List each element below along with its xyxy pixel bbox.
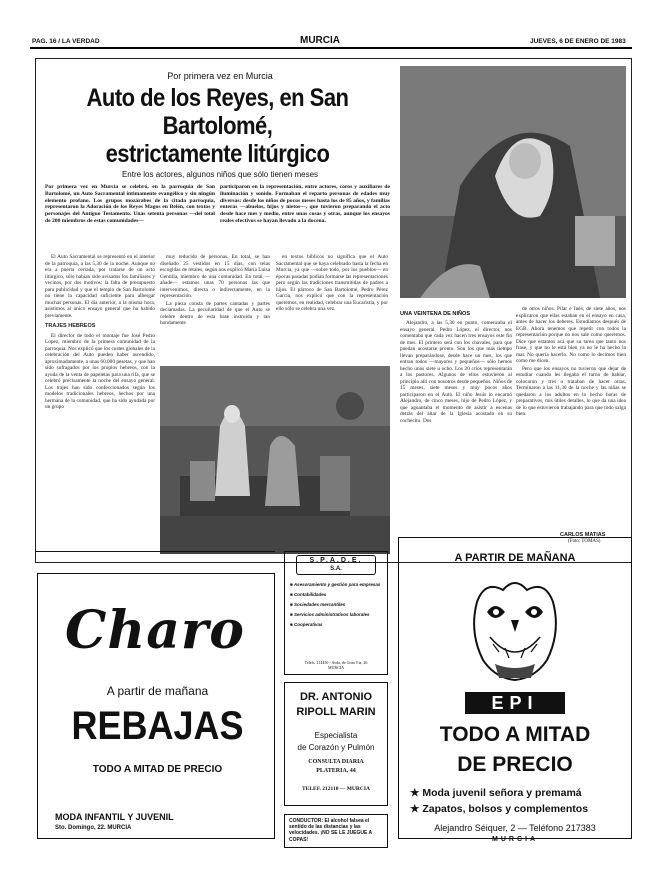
spade-suffix: S.A.	[330, 566, 342, 572]
article-headline	[40, 84, 395, 168]
spade-service-item: ■ Cooperativas	[290, 622, 323, 627]
spade-footer-line1: Telefs. 214450 - Avda. de Gran Vía, 26	[304, 660, 368, 665]
top-photo-image	[400, 66, 626, 298]
spade-footer	[286, 660, 386, 670]
charo-line3: TODO A MITAD DE PRECIO	[92, 764, 223, 775]
epi-headline-line2: DE PRECIO	[457, 753, 573, 776]
body-paragraph: Alejandro, a las 5,30 en punto, comenzaba el ensayo general. Pedro López, el director, nos comentaba que cada vez hacen tres ensayos este fin de mes. El primero será con los chavales, para que puedan acostarse pronto. Son los que más tiempo llevan preparándose, desde hace un mes, los que entran todos —mayores y pequeños— sólo hemos hecho unos siete u ocho. Los 20 críos representarán a los pastores. Algunos de ellos estuvieron al principio allí con nosotros desde pequeños. Niños de 15 meses, siete meses y muy pocos años participaron en el Auto. El niño Jesús lo encarnó Alejandro, de cinco meses, hijo de Pedro López, y que aguantaba el momento de asistir a escenas detrás del altar de la Iglesia acostado en su cochecito. Dos	[400, 320, 512, 424]
star-icon: ★	[410, 803, 423, 815]
header-rule	[30, 47, 632, 49]
charo-line1: A partir de mañana	[106, 684, 209, 698]
epi-address: Alejandro Séiquer, 2 — Teléfono 217383	[434, 823, 596, 833]
article-deck: Entre los actores, algunos niños que sólo tienen meses	[121, 170, 319, 179]
doctor-specialty	[284, 730, 388, 754]
epi-logo	[465, 692, 565, 714]
spade-services	[290, 580, 384, 630]
photo-credit: (Foto: TOMAS)	[568, 539, 601, 544]
doctor-office-line2: PLATERIA, 44	[316, 768, 356, 774]
body-column-5	[516, 306, 626, 531]
body-column-2	[160, 254, 270, 362]
body-column-4	[400, 320, 512, 556]
body-paragraph: La pieza consta de partes cantadas y partes declamadas. La peculiaridad de que el Auto se celebre dentro de esta base instruida y tan hondamente	[160, 300, 270, 326]
spade-service-item: ■ Asesoramiento y gestión para empresas	[290, 582, 381, 587]
section-name: MURCIA	[300, 35, 340, 46]
bullet-icon: ■	[290, 602, 294, 607]
doctor-name-line1: DR. ANTONIO	[299, 691, 373, 703]
doctor-specialty-line1: Especialista	[314, 731, 358, 740]
epi-top: A PARTIR DE MAÑANA	[454, 552, 576, 564]
spade-name: S.P.A.D.E.	[309, 557, 363, 564]
body-paragraph: en textos bíblicos no significa que el Auto Sacramental que se haya celebrado hasta la fecha en Murcia, ya que —sobre todo, por los pueblos— en épocas pasadas podían formarse las representaciones pero según las tradiciones transmitidas de padres a hijos. El párroco de San Bartolomé, Pedro Pérez García, nos explicó que con la representación queremos, en realidad, celebrar una Eucaristía, y por ello sólo se celebra una vez.	[276, 254, 388, 312]
right-subhead: UNA VEINTENA DE NIÑOS	[400, 311, 471, 317]
article-subhead: TRAJES HEBREOS	[45, 323, 96, 329]
headline-line-1: Auto de los Reyes, en San Bartolomé,	[86, 84, 349, 140]
lead-paragraph-col2: participaron en la representación, entre actores, coros y auxiliares de iluminación y sonido. Formaban el reparto personas de edades muy diversas: desde los niños de pocos meses hasta los de 85 años, y familias enteras —abuelos, hijos y nietos—, que tuvieron preparando el acto desde hace mes y medio, entre unas cosas y otras, aunque los ensayos reales efectivos se hayan llevado a la docena.	[220, 184, 390, 224]
body-paragraph: de otros niños. Pilar e Inés, de siete años, nos explicaron que ellas estaban en el ensayo en casa, antes de hacer los deberes. Estudiamos después de EGB. Ahora tenemos que repetir con todos la representación porque no nos sale como queremos. Dice que estamos acá que su tarea que tanto nos frase, y que no le está bien ya no le ha hecho la mar. No quería hacerlo. No como lo decimos bien como me dicen.	[516, 306, 626, 364]
epi-bullet-item: ★ Zapatos, bolsos y complementos	[410, 803, 589, 815]
road-safety-text: CONDUCTOR: El alcohol falsea el sentido de las distancias y las velocidades. ¡NO SE LE JUEGUE A COPAS!	[289, 818, 372, 843]
page-folio: PAG. 16 / LA VERDAD	[32, 38, 100, 45]
body-paragraph: muy reducido de personas. En total, se han diseñado 25 vestidos en 15 días, con telas escogidas de retales, según nos explicó María Luisa Gentilla, miembro de una comunidad. En total —añade— estamos unas 70 personas las que intervenimos, directa o indirectamente, en la representación.	[160, 254, 270, 299]
epi-brand: EPI	[491, 693, 539, 713]
doctor-specialty-line2: de Corazón y Pulmón	[297, 743, 375, 752]
charo-address: Sto. Domingo, 22. MURCIA	[55, 825, 132, 831]
bullet-icon: ■	[290, 582, 294, 587]
star-icon: ★	[410, 787, 423, 799]
spade-service-item: ■ Servicios administrativos laborales	[290, 612, 370, 617]
bullet-icon: ■	[290, 592, 294, 597]
article-photo-top	[400, 66, 626, 298]
charo-brand: Charo	[65, 600, 245, 661]
article-photo-bottom	[160, 366, 390, 554]
spade-service-item: ■ Contabilidades	[290, 592, 327, 597]
article-kicker: Por primera vez en Murcia	[167, 71, 273, 81]
doctor-name	[284, 690, 388, 720]
body-column-3	[276, 254, 388, 362]
headline-line-2: estrictamente litúrgico	[105, 140, 330, 168]
epi-headline-line1: TODO A MITAD	[439, 723, 591, 746]
issue-date: JUEVES, 6 DE ENERO DE 1983	[530, 38, 626, 45]
epi-headline	[398, 720, 632, 780]
doctor-office-line1: CONSULTA DIARIA	[308, 759, 364, 765]
epi-bullet-item: ★ Moda juvenil señora y premamá	[410, 787, 582, 799]
spade-service-item: ■ Sociedades mercantiles	[290, 602, 346, 607]
owl-mascot-icon	[465, 572, 565, 682]
lead-paragraph-col1: Por primera vez en Murcia se celebró, en la parroquia de San Bartolomé, un Auto Sacramental íntimamente evangélico y sin ningún elemento profano. Los grupos mozárabes de la citada parroquia, representaron la Adoración de los Reyes Magos en Belén, con textos y personajes del Antiguo Testamento. Unas setenta personas —del total de 200 miembros de estas comunidades—	[45, 184, 215, 224]
ad-road-safety	[284, 814, 388, 848]
doctor-name-line2: RIPOLL MARIN	[296, 706, 376, 718]
doctor-phone: TELEF. 212110 — MURCIA	[302, 786, 370, 792]
epi-bullets	[410, 785, 630, 817]
body-paragraph: Pero que los ensayos no tuvieron que dejar de estudiar cuando les llegaba el turno de hablar, colocaron y tres o trataban de hacer otras. Terminaron a las 11,30 de la noche y las niñas se quedaron a los adultos en lo hecho horas de preparativos, mis útiles detalles, lo que da una idea de lo que estuvieron trabajando para que todo salga bien.	[516, 365, 626, 417]
bullet-icon: ■	[290, 622, 294, 627]
body-column-1	[45, 254, 155, 556]
article-byline: CARLOS MATIAS	[560, 532, 606, 538]
spade-footer-line2: MURCIA	[327, 665, 344, 670]
epi-city: MURCIA	[492, 836, 538, 843]
charo-rebajas: REBAJAS	[71, 704, 244, 748]
body-paragraph: El director de todo el montaje fue José Pedro López, miembro de la primera comunidad de la parroquia. Nos explicó que los costes globales de la celebración del Auto pueden haber ascendido, aproximadamente, a unas 60.000 pesetas, y que han sido sufragados por los propios hebreos, con la ayuda de la venta de papeletas para una rifa, que se celebró precisamente la noche del ensayo general. Los trajes han sido confeccionados según los modelos tradicionales hebreos, hechos por una hermana de la comunidad, que ha sido ayudada por un grupo	[45, 332, 155, 410]
spade-header	[296, 555, 376, 575]
body-paragraph: El Auto Sacramental se representó en el interior de la parroquia, a las 5,30 de la noche. Aunque no era a puerta cerrada, por tratarse de un acto litúrgico, sólo habían sido avisados los familiares y vecinos, por dos motivos: la falta de presupuesto para publicidad y que el templo de San Bartolomé no tiene la capacidad suficiente para albergar muchas personas. El día anterior, a la misma hora, asistimos al único ensayo general que ha habido previamente.	[45, 254, 155, 319]
doctor-office	[284, 758, 388, 776]
bottom-photo-image	[160, 366, 390, 554]
charo-shop: MODA INFANTIL Y JUVENIL	[55, 812, 174, 822]
bullet-icon: ■	[290, 612, 294, 617]
